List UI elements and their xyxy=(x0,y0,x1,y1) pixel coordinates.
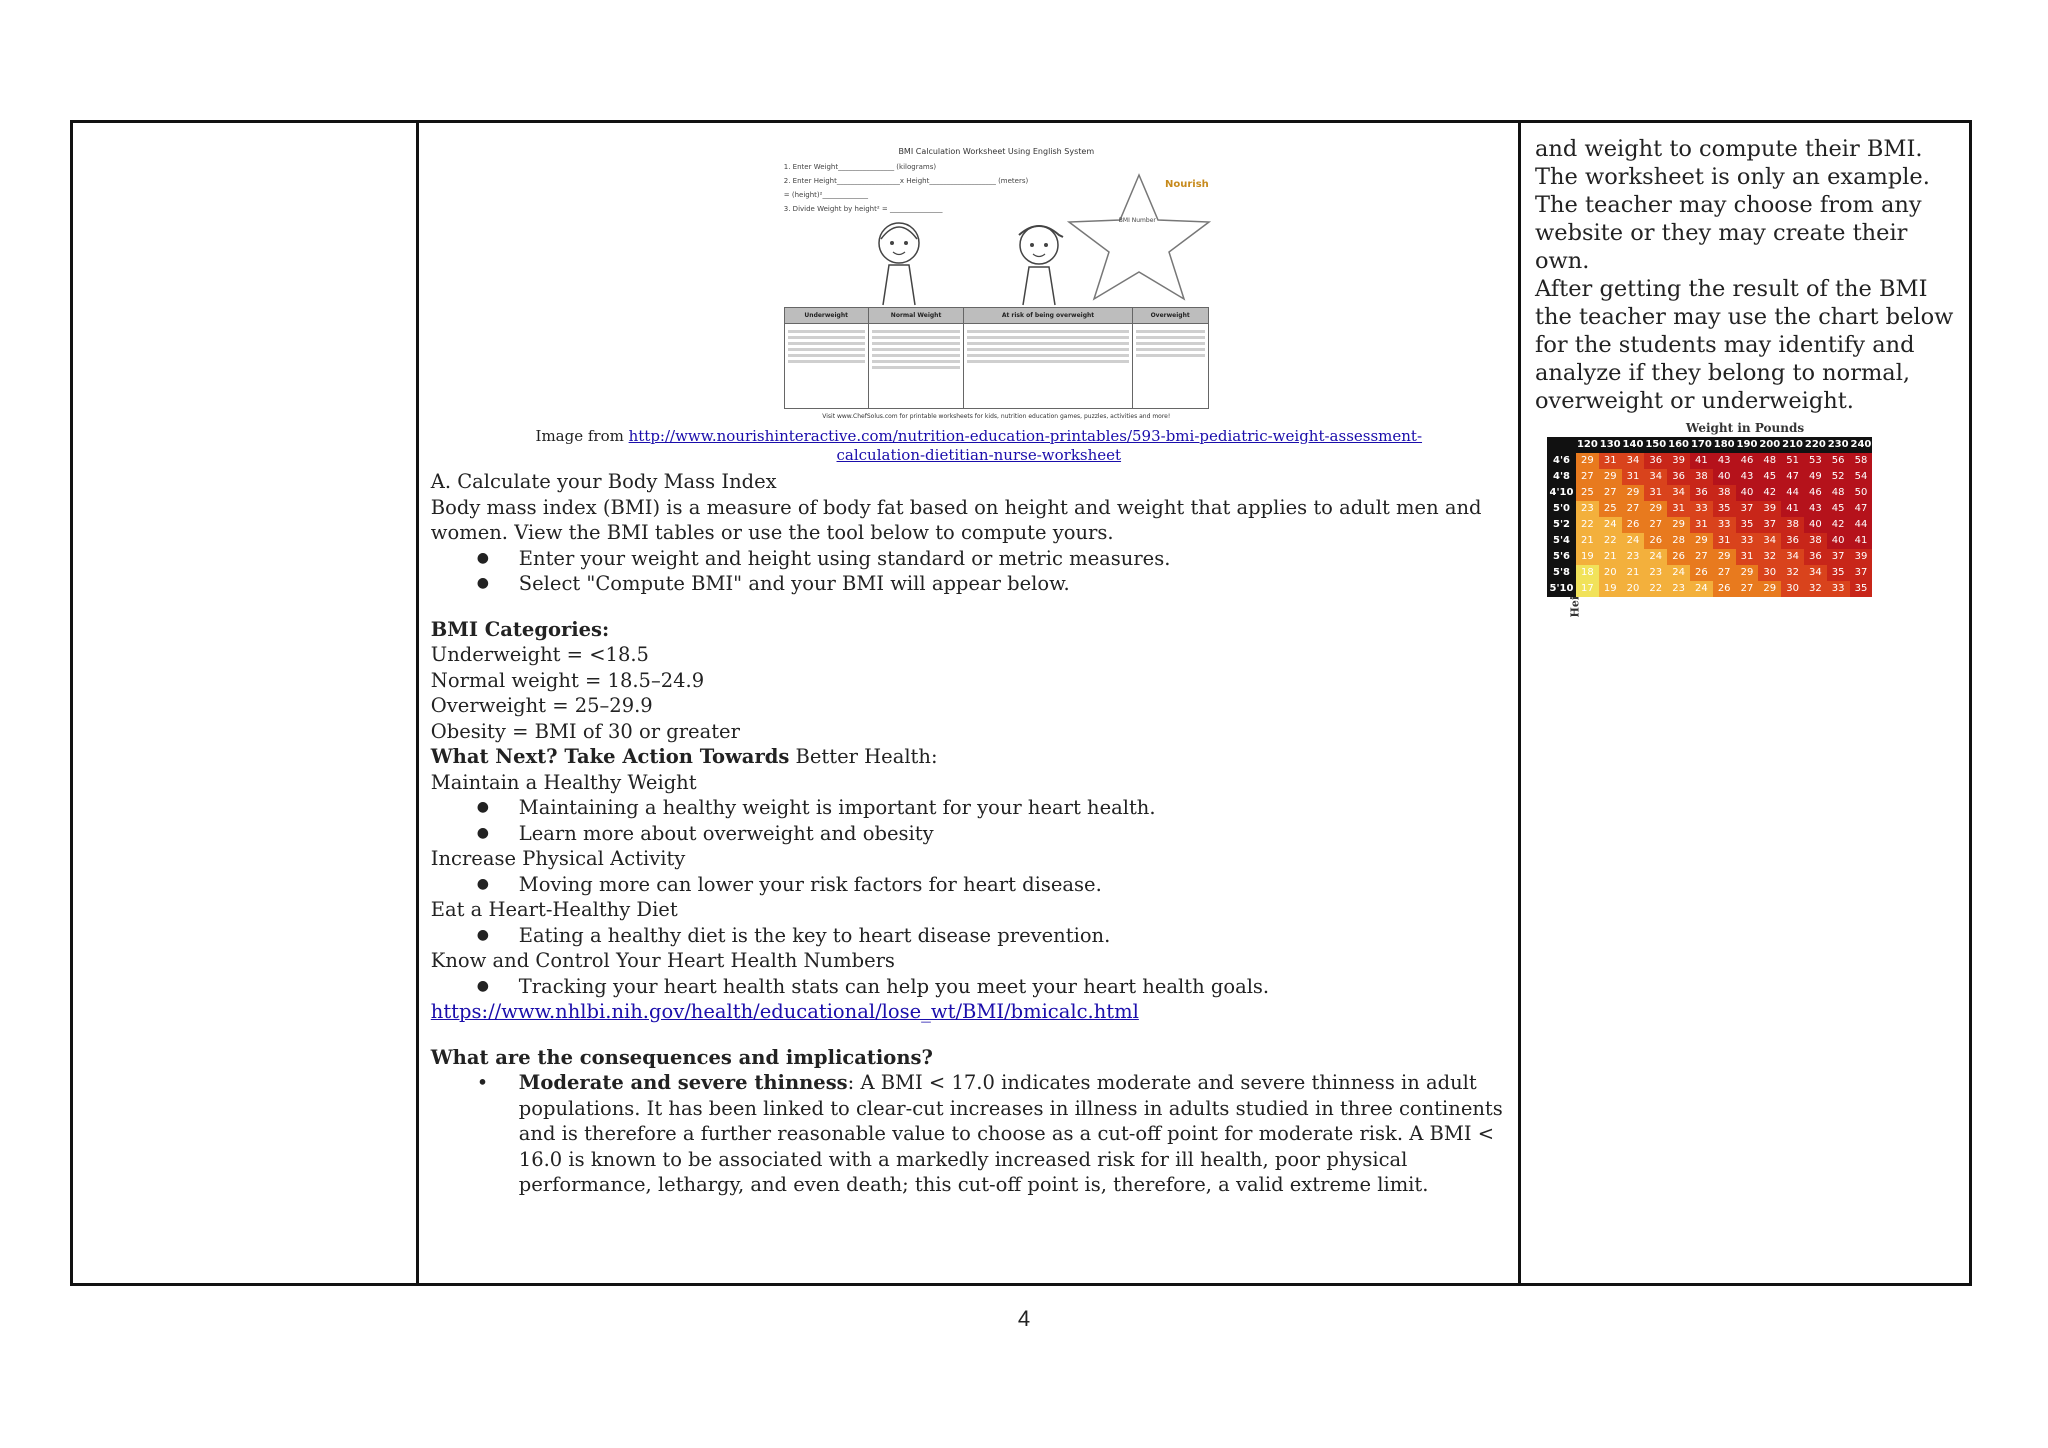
bmi-value-cell: 34 xyxy=(1644,469,1667,485)
list-item: ● Select "Compute BMI" and your BMI will appear below. xyxy=(431,571,1511,597)
bmi-value-cell: 27 xyxy=(1690,549,1713,565)
bmi-value-cell: 32 xyxy=(1804,581,1827,597)
bmi-chart xyxy=(1535,421,1955,633)
category-header: Normal Weight xyxy=(868,308,964,324)
bmi-value-cell: 19 xyxy=(1576,549,1599,565)
bmi-value-cell: 20 xyxy=(1599,565,1622,581)
caption-prefix: Image from xyxy=(535,427,629,445)
bmi-value-cell: 27 xyxy=(1713,565,1736,581)
boy-illustration-icon xyxy=(1009,217,1069,307)
bmi-value-cell: 21 xyxy=(1576,533,1599,549)
page-number: 4 xyxy=(1017,1306,1031,1331)
bmi-value-cell: 37 xyxy=(1736,501,1759,517)
bmi-value-cell: 47 xyxy=(1850,501,1873,517)
list-item: ● Enter your weight and height using standard or metric measures. xyxy=(431,546,1511,572)
category-description xyxy=(784,324,868,409)
sec4-list xyxy=(431,974,1511,1000)
bmi-value-cell: 31 xyxy=(1599,453,1622,469)
bmi-height-header: 5'8 xyxy=(1547,565,1576,581)
bmi-value-cell: 43 xyxy=(1736,469,1759,485)
bmi-value-cell: 35 xyxy=(1850,581,1873,597)
bmi-value-cell: 30 xyxy=(1781,581,1804,597)
bmi-value-cell: 31 xyxy=(1690,517,1713,533)
bmi-value-cell: 21 xyxy=(1622,565,1645,581)
list-item: ● Tracking your heart health stats can help you meet your heart health goals. xyxy=(431,974,1511,1000)
bmi-value-cell: 33 xyxy=(1690,501,1713,517)
bmi-value-cell: 32 xyxy=(1758,549,1781,565)
bmi-value-cell: 33 xyxy=(1713,517,1736,533)
table-column-main xyxy=(419,123,1521,1283)
bmi-value-cell: 48 xyxy=(1758,453,1781,469)
star-icon xyxy=(1054,172,1224,302)
bmi-value-cell: 24 xyxy=(1667,565,1690,581)
list-item: ● Eating a healthy diet is the key to heart disease prevention. xyxy=(431,923,1511,949)
bmi-height-header: 5'2 xyxy=(1547,517,1576,533)
bmi-value-cell: 43 xyxy=(1713,453,1736,469)
bmi-height-header: 5'6 xyxy=(1547,549,1576,565)
bmi-weight-header: 180 xyxy=(1713,437,1736,453)
category-header: Underweight xyxy=(784,308,868,324)
bmi-height-header: 5'0 xyxy=(1547,501,1576,517)
bmi-value-cell: 48 xyxy=(1827,485,1850,501)
bmi-value-cell: 33 xyxy=(1736,533,1759,549)
bmi-value-cell: 23 xyxy=(1644,565,1667,581)
bmi-value-cell: 29 xyxy=(1576,453,1599,469)
bmi-value-cell: 26 xyxy=(1667,549,1690,565)
bmi-value-cell: 41 xyxy=(1850,533,1873,549)
bmi-value-cell: 37 xyxy=(1850,565,1873,581)
image-caption xyxy=(459,427,1499,465)
next-steps-rest: Better Health: xyxy=(789,745,938,768)
section-heading: A. Calculate your Body Mass Index xyxy=(430,470,777,493)
bmi-value-cell: 40 xyxy=(1804,517,1827,533)
notes-paragraph-1: and weight to compute their BMI. The worksheet is only an example. The teacher may choose from any website or they may create their own. xyxy=(1535,136,1930,274)
bmi-value-cell: 46 xyxy=(1804,485,1827,501)
bmi-weight-header: 220 xyxy=(1804,437,1827,453)
bmi-height-header: 5'4 xyxy=(1547,533,1576,549)
bmi-value-cell: 44 xyxy=(1781,485,1804,501)
bmi-value-cell: 41 xyxy=(1781,501,1804,517)
bmi-value-cell: 17 xyxy=(1576,581,1599,597)
bmi-weight-header: 140 xyxy=(1622,437,1645,453)
bmi-value-cell: 46 xyxy=(1736,453,1759,469)
bmi-weight-header: 190 xyxy=(1736,437,1759,453)
bmi-value-cell: 36 xyxy=(1690,485,1713,501)
bmi-value-cell: 26 xyxy=(1690,565,1713,581)
bmi-value-cell: 39 xyxy=(1850,549,1873,565)
worksheet-line: 1. Enter Weight________________ (kilograms) xyxy=(783,163,937,171)
bmi-value-cell: 40 xyxy=(1736,485,1759,501)
bmi-value-cell: 24 xyxy=(1622,533,1645,549)
bmi-value-cell: 45 xyxy=(1758,469,1781,485)
category-description xyxy=(964,324,1132,409)
worksheet-line: = (height)²_____________ xyxy=(783,191,868,199)
bmi-value-cell: 42 xyxy=(1827,517,1850,533)
next-steps-heading xyxy=(431,744,1511,770)
bmi-value-cell: 38 xyxy=(1690,469,1713,485)
table-column-notes xyxy=(1521,123,1969,1283)
categories-title: BMI Categories: xyxy=(430,617,610,641)
bmi-value-cell: 38 xyxy=(1781,517,1804,533)
bmi-value-cell: 39 xyxy=(1758,501,1781,517)
bmi-weight-header: 170 xyxy=(1690,437,1713,453)
bmi-value-cell: 38 xyxy=(1804,533,1827,549)
worksheet-footer: Visit www.ChefSolus.com for printable worksheets for kids, nutrition education games, puzzles, activities and more! xyxy=(822,413,1171,420)
bmi-value-cell: 34 xyxy=(1781,549,1804,565)
bmi-value-cell: 22 xyxy=(1644,581,1667,597)
list-item: ● Learn more about overweight and obesity xyxy=(431,821,1511,847)
subsection-heading: Know and Control Your Heart Health Numbers xyxy=(430,949,895,972)
bmi-value-cell: 35 xyxy=(1713,501,1736,517)
bmi-value-cell: 35 xyxy=(1827,565,1850,581)
category-header: At risk of being overweight xyxy=(964,308,1132,324)
category-header: Overweight xyxy=(1132,308,1208,324)
bmi-height-header: 4'10 xyxy=(1547,485,1576,501)
bmi-weight-header: 200 xyxy=(1758,437,1781,453)
bmi-value-cell: 29 xyxy=(1713,549,1736,565)
bmi-weight-header: 150 xyxy=(1644,437,1667,453)
bmi-value-cell: 40 xyxy=(1827,533,1850,549)
bmi-value-cell: 35 xyxy=(1736,517,1759,533)
bmi-value-cell: 29 xyxy=(1644,501,1667,517)
bmi-value-cell: 29 xyxy=(1667,517,1690,533)
category-line: Obesity = BMI of 30 or greater xyxy=(430,719,740,743)
steps-list xyxy=(431,546,1511,597)
bmi-value-cell: 36 xyxy=(1804,549,1827,565)
bmi-value-cell: 24 xyxy=(1599,517,1622,533)
bmi-value-cell: 24 xyxy=(1690,581,1713,597)
table-column-empty xyxy=(73,123,419,1283)
intro-paragraph: Body mass index (BMI) is a measure of body fat based on height and weight that applies to adult men and women. View the BMI tables or use the tool below to compute yours. xyxy=(430,495,1482,544)
bmi-value-cell: 34 xyxy=(1622,453,1645,469)
nhlbi-link[interactable]: https://www.nhlbi.nih.gov/health/educational/lose_wt/BMI/bmicalc.html xyxy=(430,1000,1139,1023)
bmi-corner-cell xyxy=(1547,437,1576,453)
bmi-height-header: 5'10 xyxy=(1547,581,1576,597)
bmi-value-cell: 31 xyxy=(1644,485,1667,501)
source-link[interactable]: http://www.nourishinteractive.com/nutrition-education-printables/593-bmi-pediatric-weight-assessment- xyxy=(628,427,1423,445)
content-table xyxy=(70,120,1972,1286)
thinness-term: Moderate and severe thinness xyxy=(518,1071,848,1094)
bmi-weight-header: 230 xyxy=(1827,437,1850,453)
bmi-value-cell: 25 xyxy=(1576,485,1599,501)
bmi-value-cell: 29 xyxy=(1690,533,1713,549)
bmi-value-cell: 21 xyxy=(1599,549,1622,565)
bmi-value-cell: 23 xyxy=(1622,549,1645,565)
bmi-value-cell: 22 xyxy=(1599,533,1622,549)
bmi-weight-header: 160 xyxy=(1667,437,1690,453)
bmi-value-cell: 31 xyxy=(1622,469,1645,485)
bmi-grid xyxy=(1547,437,1872,597)
bmi-value-cell: 29 xyxy=(1622,485,1645,501)
thinness-paragraph xyxy=(431,1070,1511,1198)
bmi-value-cell: 58 xyxy=(1850,453,1873,469)
category-line: Underweight = <18.5 xyxy=(430,643,649,666)
bmi-value-cell: 27 xyxy=(1599,485,1622,501)
bmi-value-cell: 37 xyxy=(1758,517,1781,533)
bmi-value-cell: 47 xyxy=(1781,469,1804,485)
subsection-heading: Maintain a Healthy Weight xyxy=(430,770,697,794)
bmi-value-cell: 32 xyxy=(1781,565,1804,581)
bmi-value-cell: 34 xyxy=(1667,485,1690,501)
bmi-value-cell: 23 xyxy=(1576,501,1599,517)
bmi-value-cell: 20 xyxy=(1622,581,1645,597)
bmi-weight-header: 210 xyxy=(1781,437,1804,453)
thinness-text: : A BMI < 17.0 indicates moderate and severe thinness in adult populations. It has been linked to clear-cut increases in illness in adults studied in three continents and is therefore a further reasonable value to choose as a cut-off point for moderate risk. A BMI < 16.0 is known to be associated with a markedly increased risk for ill health, poor physical performance, lethargy, and even death; this cut-off point is, therefore, a valid extreme limit. xyxy=(518,1071,1503,1196)
bmi-value-cell: 53 xyxy=(1804,453,1827,469)
worksheet-category-table xyxy=(784,307,1209,409)
bmi-value-cell: 36 xyxy=(1644,453,1667,469)
worksheet-line: 3. Divide Weight by height² = _______________ xyxy=(783,205,943,213)
bmi-height-header: 4'8 xyxy=(1547,469,1576,485)
bmi-weight-header: 120 xyxy=(1576,437,1599,453)
notes-paragraph-2: After getting the result of the BMI the teacher may use the chart below for the students may identify and analyze if they belong to normal, overweight or underweight. xyxy=(1535,276,1954,414)
bmi-value-cell: 42 xyxy=(1758,485,1781,501)
bmi-value-cell: 43 xyxy=(1804,501,1827,517)
bmi-value-cell: 27 xyxy=(1736,581,1759,597)
worksheet-line: 2. Enter Height__________________x Height___________________ (meters) xyxy=(783,177,1029,185)
bmi-value-cell: 38 xyxy=(1713,485,1736,501)
nourish-logo: Nourish xyxy=(1164,179,1209,190)
bmi-value-cell: 28 xyxy=(1667,533,1690,549)
bmi-value-cell: 31 xyxy=(1667,501,1690,517)
category-line: Overweight = 25–29.9 xyxy=(430,694,653,717)
sec2-list xyxy=(431,872,1511,898)
consequences-title: What are the consequences and implications? xyxy=(430,1045,933,1069)
bmi-value-cell: 52 xyxy=(1827,469,1850,485)
bmi-value-cell: 39 xyxy=(1667,453,1690,469)
bmi-value-cell: 19 xyxy=(1599,581,1622,597)
category-description xyxy=(1132,324,1208,409)
list-item: ● Moving more can lower your risk factors for heart disease. xyxy=(431,872,1511,898)
bmi-value-cell: 29 xyxy=(1758,581,1781,597)
bmi-value-cell: 26 xyxy=(1713,581,1736,597)
bmi-value-cell: 37 xyxy=(1827,549,1850,565)
girl-illustration-icon xyxy=(869,217,929,307)
bmi-value-cell: 24 xyxy=(1644,549,1667,565)
bmi-value-cell: 33 xyxy=(1827,581,1850,597)
worksheet-title: BMI Calculation Worksheet Using English System xyxy=(898,147,1095,156)
bmi-chart-title: Weight in Pounds xyxy=(1685,421,1805,435)
bmi-value-cell: 41 xyxy=(1690,453,1713,469)
bmi-value-cell: 30 xyxy=(1758,565,1781,581)
subsection-heading: Increase Physical Activity xyxy=(430,847,686,870)
bmi-value-cell: 26 xyxy=(1622,517,1645,533)
category-line: Normal weight = 18.5–24.9 xyxy=(430,668,705,692)
teacher-notes xyxy=(1535,135,1955,415)
bmi-value-cell: 44 xyxy=(1850,517,1873,533)
bmi-value-cell: 27 xyxy=(1644,517,1667,533)
bmi-number-label: BMI Number xyxy=(1118,217,1156,224)
bmi-value-cell: 45 xyxy=(1827,501,1850,517)
bmi-value-cell: 18 xyxy=(1576,565,1599,581)
next-steps-bold: What Next? Take Action Towards xyxy=(430,745,790,768)
source-link-continued[interactable]: calculation-dietitian-nurse-worksheet xyxy=(836,446,1122,464)
bmi-value-cell: 31 xyxy=(1736,549,1759,565)
bmi-value-cell: 23 xyxy=(1667,581,1690,597)
bmi-value-cell: 29 xyxy=(1599,469,1622,485)
bmi-value-cell: 22 xyxy=(1576,517,1599,533)
bmi-value-cell: 29 xyxy=(1736,565,1759,581)
bmi-value-cell: 56 xyxy=(1827,453,1850,469)
bmi-value-cell: 27 xyxy=(1576,469,1599,485)
bmi-value-cell: 51 xyxy=(1781,453,1804,469)
sec1-list xyxy=(431,795,1511,846)
bmi-value-cell: 26 xyxy=(1644,533,1667,549)
bmi-value-cell: 50 xyxy=(1850,485,1873,501)
bmi-height-header: 4'6 xyxy=(1547,453,1576,469)
sec3-list xyxy=(431,923,1511,949)
list-item: ● Maintaining a healthy weight is important for your heart health. xyxy=(431,795,1511,821)
category-description xyxy=(868,324,964,409)
bmi-value-cell: 36 xyxy=(1781,533,1804,549)
bmi-value-cell: 25 xyxy=(1599,501,1622,517)
bmi-value-cell: 34 xyxy=(1804,565,1827,581)
bmi-value-cell: 34 xyxy=(1758,533,1781,549)
bmi-weight-header: 130 xyxy=(1599,437,1622,453)
bmi-value-cell: 27 xyxy=(1622,501,1645,517)
bmi-value-cell: 36 xyxy=(1667,469,1690,485)
main-text xyxy=(431,469,1511,1198)
subsection-heading: Eat a Heart-Healthy Diet xyxy=(430,898,678,921)
bmi-value-cell: 49 xyxy=(1804,469,1827,485)
bmi-value-cell: 54 xyxy=(1850,469,1873,485)
bmi-weight-header: 240 xyxy=(1850,437,1873,453)
bmi-value-cell: 31 xyxy=(1713,533,1736,549)
bmi-value-cell: 40 xyxy=(1713,469,1736,485)
worksheet-image xyxy=(779,147,1214,420)
